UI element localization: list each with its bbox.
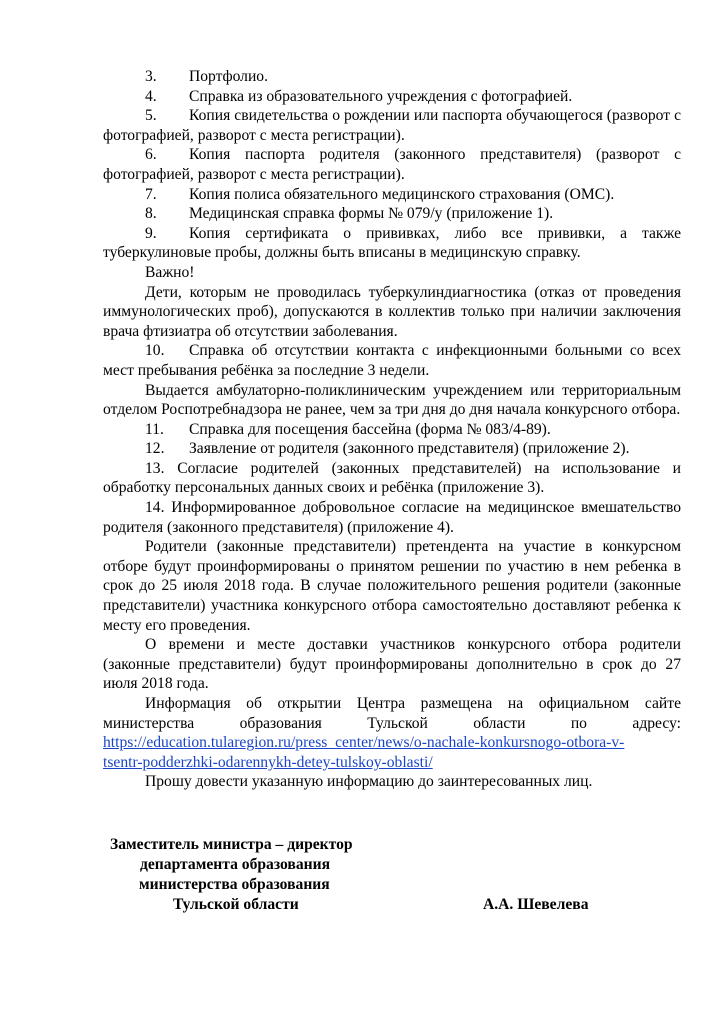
list-item: 5. Копия свидетельства о рождении или паспорта обучающегося (разворот с фотографией, разворот с места регистрации). <box>103 107 681 144</box>
signature-title: Заместитель министра – директор <box>110 836 353 853</box>
list-item: 6. Копия паспорта родителя (законного представителя) (разворот с фотографией, разворот с места регистрации). <box>103 146 681 183</box>
request-text: Прошу довести указанную информацию до заинтересованных лиц. <box>145 773 593 791</box>
website-link[interactable]: https://education.tularegion.ru/press_center/news/o-nachale-konkursnogo-otbora-v- <box>103 734 625 752</box>
list-item: 4. Справка из образовательного учреждения с фотографией. <box>145 87 573 105</box>
list-item: 14. Информированное добровольное согласие на медицинское вмешательство родителя (законного представителя) (приложение 4). <box>103 499 681 536</box>
info-text-line1: Информация об открытии Центра размещена на официальном сайте <box>145 695 681 712</box>
important-label: Важно! <box>145 263 195 281</box>
important-text: Дети, которым не проводилась туберкулиндиагностика (отказ от проведения иммунологических проб), допускаются в коллектив только при наличии заключения врача фтизиатра об отсутствии заболевания. <box>103 283 681 340</box>
delivery-text: О времени и месте доставки участников конкурсного отбора родители (законные представители) будут проинформированы дополнительно в срок до 27 июля 2018 года. <box>103 636 681 693</box>
list-item: 3. Портфолио. <box>145 68 268 85</box>
list-item: 11. Справка для посещения бассейна (форма № 083/4-89). <box>145 420 551 438</box>
list-item: 7. Копия полиса обязательного медицинского страхования (ОМС). <box>145 185 615 203</box>
list-item: 13. Согласие родителей (законных представителей) на использование и обработку персональных данных своих и ребёнка (приложение 3). <box>103 459 681 497</box>
website-link[interactable]: tsentr-podderzhki-odarennykh-detey-tulskoy-oblasti/ <box>103 753 433 771</box>
list-item: 10. Справка об отсутствии контакта с инфекционными больными со всех мест пребывания ребёнка за последние 3 недели. <box>103 342 681 379</box>
info-text-line2: министерства образования Тульской области по адресу: <box>103 714 681 732</box>
list-item: 8. Медицинская справка формы № 079/у (приложение 1). <box>145 205 554 223</box>
website-link-container <box>103 753 681 773</box>
issued-text: Выдается амбулаторно-поликлиническим учреждением или территориальным отделом Роспотребнадзора не ранее, чем за три дня до дня начала конкурсного отбора. <box>103 381 681 419</box>
list-item: 9. Копия сертификата о прививках, либо все прививки, а также туберкулиновые пробы, должны быть вписаны в медицинскую справку. <box>103 224 681 262</box>
signature-title: министерства образования <box>139 876 330 893</box>
signature-title: Тульской области <box>173 896 299 913</box>
signature-title: департамента образования <box>140 856 331 873</box>
website-link-container <box>103 733 681 753</box>
document-body <box>103 67 681 792</box>
signature-name: А.А. Шевелева <box>483 896 589 913</box>
list-item: 12. Заявление от родителя (законного представителя) (приложение 2). <box>145 440 630 458</box>
parents-text: Родители (законные представители) претендента на участие в конкурсном отборе будут проинформированы о принятом решении по участию в нем ребенка в срок до 25 июля 2018 года. В случае положительного решения родители (законные представители) участника конкурсного отбора самостоятельно доставляют ребенка к месту его проведения. <box>103 538 681 634</box>
